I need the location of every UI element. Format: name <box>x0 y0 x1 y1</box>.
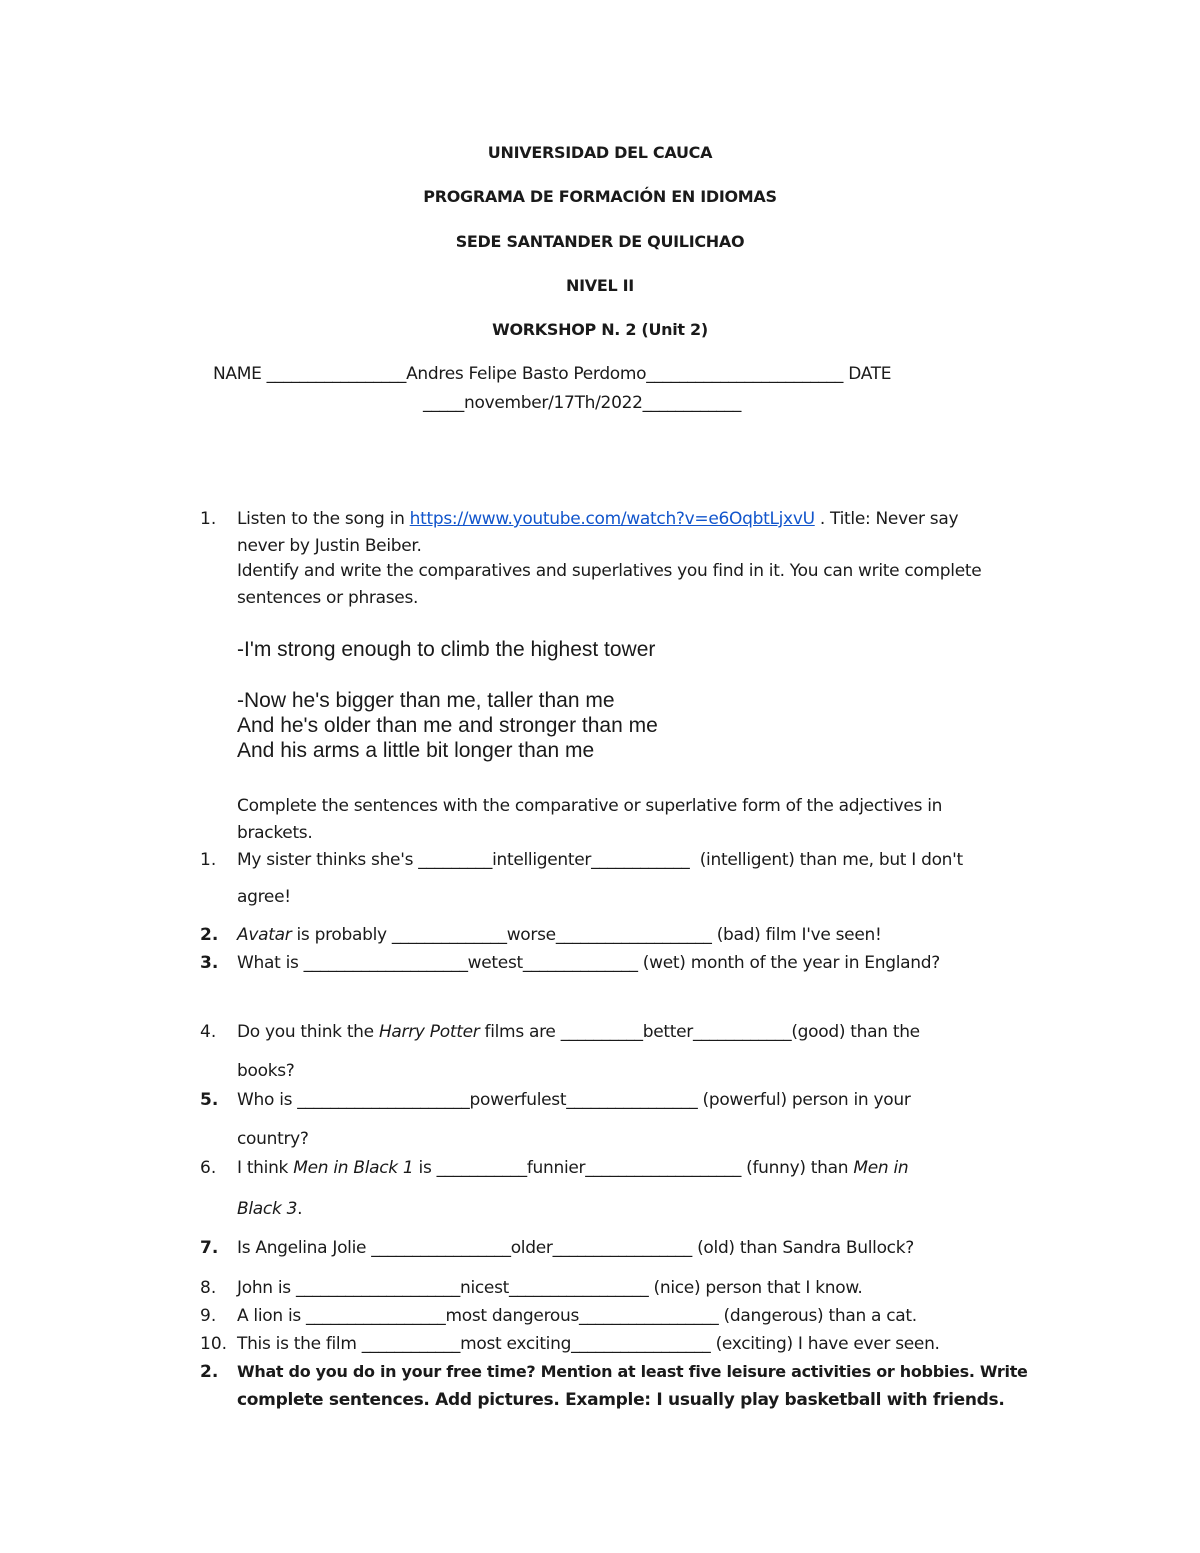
item-text: What is <box>237 953 304 973</box>
exercise-item-5 <box>237 1090 911 1110</box>
lyric-line: And he's older than me and stronger than me <box>237 714 658 737</box>
task1-title: . Title: Never say <box>819 509 959 529</box>
answer-field[interactable]: funnier <box>526 1158 586 1178</box>
exercise-item-5-cont: country? <box>237 1129 309 1149</box>
answer-field[interactable]: better <box>642 1022 693 1042</box>
item-text: (bad) film I've seen! <box>711 925 882 945</box>
answer-blank: ________________ <box>566 1090 698 1110</box>
name-label: NAME <box>213 364 262 384</box>
item-text: (good) than the <box>791 1022 920 1042</box>
exercise-instruction: Complete the sentences with the comparative or superlative form of the adjectives in <box>237 796 943 816</box>
task2-line-2: complete sentences. Add pictures. Example: I usually play basketball with friends. <box>237 1390 1005 1410</box>
answer-blank: _________________ <box>509 1278 649 1298</box>
name-blank-after: ________________________ <box>646 364 844 384</box>
item-number: 5. <box>200 1090 219 1110</box>
name-row <box>213 364 891 384</box>
answer-field[interactable]: powerfulest <box>469 1090 567 1110</box>
answer-field[interactable]: wetest <box>467 953 523 973</box>
item-text: (powerful) person in your <box>697 1090 911 1110</box>
date-blank-before: _____ <box>423 393 465 413</box>
film-title: Black 3 <box>237 1199 298 1219</box>
name-blank-before: _________________ <box>266 364 407 384</box>
answer-field[interactable]: worse <box>506 925 556 945</box>
answer-blank: ______________ <box>522 953 638 973</box>
task1-intro: Listen to the song in <box>237 509 405 529</box>
film-title: Harry Potter <box>378 1022 480 1042</box>
answer-blank: ___________ <box>436 1158 527 1178</box>
item-text: is <box>413 1158 437 1178</box>
answer-field[interactable]: most dangerous <box>445 1306 580 1326</box>
answer-blank: ____________________ <box>303 953 468 973</box>
exercise-item-1-cont: agree! <box>237 887 291 907</box>
item-text: Do you think the <box>237 1022 379 1042</box>
answer-blank: ___________________ <box>585 1158 742 1178</box>
item-text: (funny) than <box>741 1158 854 1178</box>
item-text: A lion is <box>237 1306 307 1326</box>
answer-blank: ______________ <box>391 925 507 945</box>
item-number: 9. <box>200 1306 217 1326</box>
item-number: 1. <box>200 850 217 870</box>
answer-field[interactable]: most exciting <box>460 1334 572 1354</box>
lyric-line: -I'm strong enough to climb the highest tower <box>237 638 656 661</box>
exercise-item-6-cont <box>237 1199 302 1219</box>
answer-blank: ____________ <box>692 1022 792 1042</box>
task1-line-3: Identify and write the comparatives and superlatives you find in it. You can write complete <box>237 561 982 581</box>
film-title: Men in Black 1 <box>293 1158 414 1178</box>
date-blank-after: ____________ <box>642 393 742 413</box>
item-text: (wet) month of the year in England? <box>637 953 940 973</box>
task1-line-1 <box>237 509 958 529</box>
exercise-item-2 <box>237 925 881 945</box>
item-number: 10. <box>200 1334 228 1354</box>
exercise-item-10 <box>237 1334 940 1354</box>
item-number: 2. <box>200 925 219 945</box>
program-title: PROGRAMA DE FORMACIÓN EN IDIOMAS <box>423 187 777 206</box>
name-value[interactable]: Andres Felipe Basto Perdomo <box>406 364 647 384</box>
answer-field[interactable]: intelligenter <box>492 850 592 870</box>
answer-field[interactable]: nicest <box>459 1278 509 1298</box>
answer-blank: _________________ <box>306 1306 446 1326</box>
item-number: 7. <box>200 1238 219 1258</box>
campus-title: SEDE SANTANDER DE QUILICHAO <box>455 232 745 251</box>
item-text: is probably <box>291 925 392 945</box>
task2-number: 2. <box>200 1362 219 1382</box>
item-text: (exciting) I have ever seen. <box>710 1334 940 1354</box>
date-label: DATE <box>848 364 892 384</box>
answer-blank: _________________ <box>579 1306 719 1326</box>
date-row <box>423 393 741 413</box>
item-text: Is Angelina Jolie <box>237 1238 372 1258</box>
answer-blank: _________________ <box>571 1334 711 1354</box>
answer-blank: ____________ <box>361 1334 461 1354</box>
exercise-item-1 <box>237 850 963 870</box>
exercise-item-4 <box>237 1022 920 1042</box>
exercise-instruction-cont: brackets. <box>237 823 313 843</box>
lyric-line: -Now he's bigger than me, taller than me <box>237 689 615 712</box>
item-text: My sister thinks she's <box>237 850 419 870</box>
item-text: (intelligent) than me, but I don't <box>689 850 963 870</box>
task2-line-1: What do you do in your free time? Mention at least five leisure activities or hobbies. Write <box>237 1362 1028 1381</box>
item-text: films are <box>479 1022 561 1042</box>
item-text: This is the film <box>237 1334 362 1354</box>
song-link[interactable]: https://www.youtube.com/watch?v=e6OqbtLjxvU <box>409 509 815 529</box>
item-number: 4. <box>200 1022 217 1042</box>
university-title: UNIVERSIDAD DEL CAUCA <box>487 143 713 162</box>
task1-line-2: never by Justin Beiber. <box>237 536 422 556</box>
exercise-item-3 <box>237 953 940 973</box>
level-title: NIVEL II <box>566 276 634 295</box>
exercise-item-7 <box>237 1238 914 1258</box>
film-title: Avatar <box>237 925 292 945</box>
lyric-line: And his arms a little bit longer than me <box>237 739 595 762</box>
date-value[interactable]: november/17Th/2022 <box>464 393 643 413</box>
item-number: 8. <box>200 1278 217 1298</box>
task1-line-4: sentences or phrases. <box>237 588 419 608</box>
item-number: 6. <box>200 1158 217 1178</box>
item-text: (dangerous) than a cat. <box>718 1306 917 1326</box>
exercise-item-9 <box>237 1306 917 1326</box>
item-text: I think <box>237 1158 294 1178</box>
answer-blank: ____________________ <box>295 1278 460 1298</box>
item-text: (nice) person that I know. <box>648 1278 863 1298</box>
item-text: John is <box>237 1278 296 1298</box>
answer-blank: _________________ <box>552 1238 692 1258</box>
exercise-item-4-cont: books? <box>237 1061 295 1081</box>
answer-field[interactable]: older <box>510 1238 553 1258</box>
answer-blank: _____________________ <box>297 1090 470 1110</box>
workshop-title: WORKSHOP N. 2 (Unit 2) <box>492 320 708 339</box>
item-text: (old) than Sandra Bullock? <box>691 1238 914 1258</box>
item-text: Who is <box>237 1090 298 1110</box>
item-text: . <box>297 1199 303 1219</box>
answer-blank: ____________ <box>591 850 690 870</box>
answer-blank: _________ <box>418 850 493 870</box>
item-number: 3. <box>200 953 219 973</box>
exercise-item-8 <box>237 1278 862 1298</box>
answer-blank: _________________ <box>371 1238 511 1258</box>
exercise-item-6 <box>237 1158 908 1178</box>
answer-blank: ___________________ <box>555 925 712 945</box>
answer-blank: __________ <box>560 1022 643 1042</box>
film-title: Men in <box>853 1158 909 1178</box>
task1-number: 1. <box>200 509 217 529</box>
